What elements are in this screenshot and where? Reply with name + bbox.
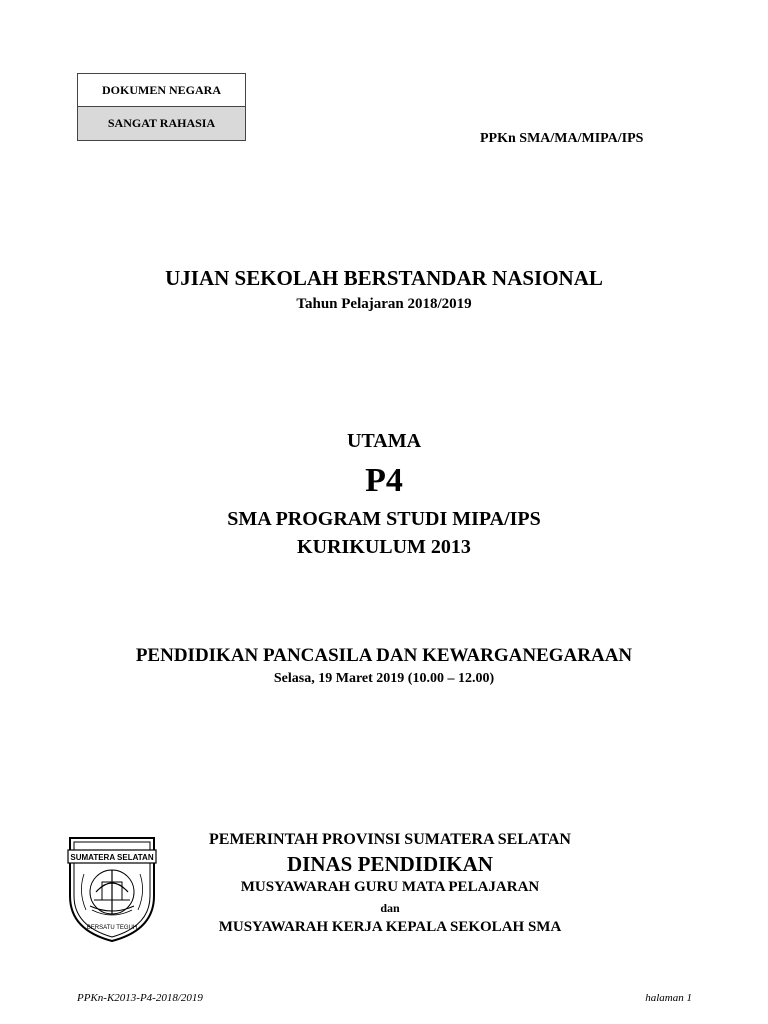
curriculum: KURIKULUM 2013 — [297, 536, 471, 558]
academic-year: Tahun Pelajaran 2018/2019 — [296, 296, 472, 312]
exam-schedule: Selasa, 19 Maret 2019 (10.00 – 12.00) — [273, 671, 495, 686]
issuer-teacher-forum: MUSYAWARAH GURU MATA PELAJARAN — [240, 879, 540, 895]
svg-text:SUMATERA SELATAN: SUMATERA SELATAN — [70, 853, 154, 862]
svg-text:BERSATU TEGUH: BERSATU TEGUH — [86, 925, 138, 931]
exam-variant: UTAMA — [346, 430, 422, 452]
exam-title: UJIAN SEKOLAH BERSTANDAR NASIONAL — [165, 266, 603, 290]
classification-line-2: SANGAT RAHASIA — [78, 107, 245, 140]
issuer-conjunction: dan — [380, 901, 400, 915]
footer-page-number: halaman 1 — [645, 992, 692, 1004]
sumatera-selatan-emblem-icon — [64, 834, 160, 944]
classification-box — [77, 73, 246, 141]
subject-title: PENDIDIKAN PANCASILA DAN KEWARGANEGARAAN — [135, 645, 633, 666]
issuer-principal-forum: MUSYAWARAH KERJA KEPALA SEKOLAH SMA — [218, 919, 562, 935]
study-program: SMA PROGRAM STUDI MIPA/IPS — [227, 508, 541, 530]
subject-code: PPKn SMA/MA/MIPA/IPS — [480, 131, 644, 146]
footer-document-code: PPKn-K2013-P4-2018/2019 — [77, 992, 203, 1004]
issuer-government: PEMERINTAH PROVINSI SUMATERA SELATAN — [209, 831, 571, 848]
issuer-department: DINAS PENDIDIKAN — [287, 852, 493, 876]
classification-line-1: DOKUMEN NEGARA — [78, 74, 245, 107]
package-code: P4 — [365, 462, 403, 499]
